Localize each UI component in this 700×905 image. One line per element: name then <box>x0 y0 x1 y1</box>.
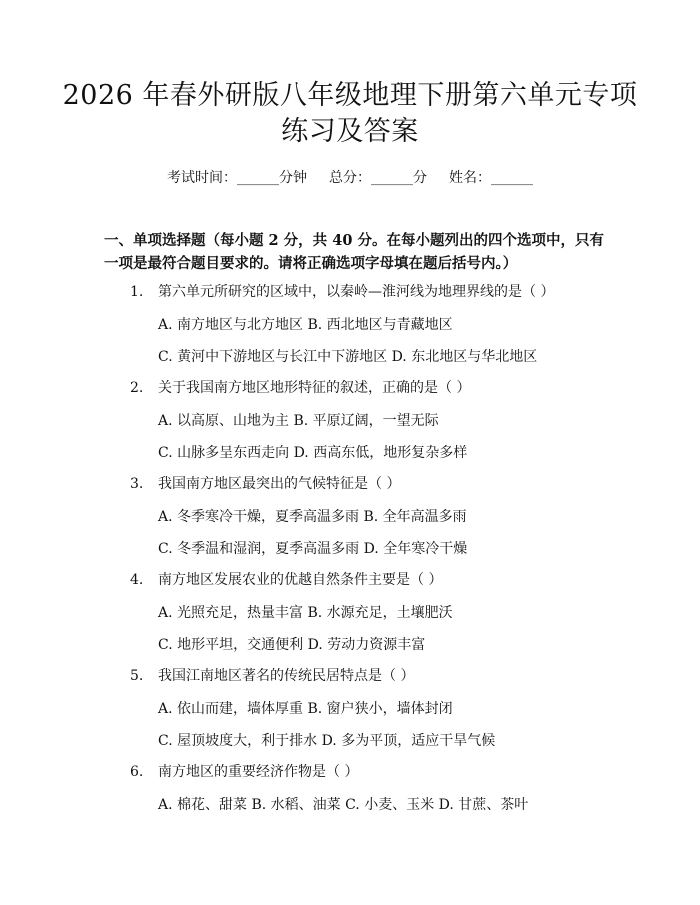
exam-info-line <box>0 168 700 188</box>
question-text: 第六单元所研究的区域中，以秦岭—淮河线为地理界线的是（ ） <box>158 284 555 300</box>
question-2-options-line-1: A. 以高原、山地为主 B. 平原辽阔，一望无际 <box>158 413 439 429</box>
question-6-options-line-1: A. 棉花、甜菜 B. 水稻、油菜 C. 小麦、玉米 D. 甘蔗、茶叶 <box>158 797 529 813</box>
question-6 <box>130 762 358 782</box>
question-2-options-line-2: C. 山脉多呈东西走向 D. 西高东低，地形复杂多样 <box>158 445 468 461</box>
section-heading: 一、单项选择题（每小题 2 分，共 40 分。在每小题列出的四个选项中，只有一项是最符合题目要求的。请将正确选项字母填在题后括号内。） <box>104 232 604 272</box>
question-number: 4. <box>130 572 144 588</box>
question-text: 关于我国南方地区地形特征的叙述，正确的是（ ） <box>158 380 471 396</box>
question-4-options-line-1: A. 光照充足，热量丰富 B. 水源充足，土壤肥沃 <box>158 605 453 621</box>
name-field: 姓名：______ <box>449 170 533 186</box>
question-3-options-line-1: A. 冬季寒冷干燥，夏季高温多雨 B. 全年高温多雨 <box>158 509 467 525</box>
exam-time-field: 考试时间：______分钟 <box>167 170 307 186</box>
question-3 <box>130 474 400 494</box>
question-text: 我国南方地区最突出的气候特征是（ ） <box>158 476 401 492</box>
question-1 <box>130 282 554 302</box>
question-text: 我国江南地区著名的传统民居特点是（ ） <box>158 668 415 684</box>
question-3-options-line-2: C. 冬季温和湿润，夏季高温多雨 D. 全年寒冷干燥 <box>158 541 468 557</box>
question-number: 2. <box>130 380 144 396</box>
question-5-options-line-1: A. 依山而建，墙体厚重 B. 窗户狭小，墙体封闭 <box>158 701 453 717</box>
question-2 <box>130 378 470 398</box>
question-5 <box>130 666 414 686</box>
question-4 <box>130 570 442 590</box>
question-number: 3. <box>130 476 144 492</box>
question-1-options-line-2: C. 黄河中下游地区与长江中下游地区 D. 东北地区与华北地区 <box>158 349 538 365</box>
question-text: 南方地区的重要经济作物是（ ） <box>158 764 359 780</box>
total-score-field: 总分：______分 <box>329 170 427 186</box>
document-title: 2026 年春外研版八年级地理下册第六单元专项练习及答案 <box>62 80 638 147</box>
question-5-options-line-2: C. 屋顶坡度大，利于排水 D. 多为平顶，适应干旱气候 <box>158 733 496 749</box>
question-1-options-line-1: A. 南方地区与北方地区 B. 西北地区与青藏地区 <box>158 317 453 333</box>
question-text: 南方地区发展农业的优越自然条件主要是（ ） <box>158 572 443 588</box>
question-number: 1. <box>130 284 144 300</box>
question-number: 6. <box>130 764 144 780</box>
question-4-options-line-2: C. 地形平坦，交通便利 D. 劳动力资源丰富 <box>158 637 426 653</box>
question-number: 5. <box>130 668 144 684</box>
